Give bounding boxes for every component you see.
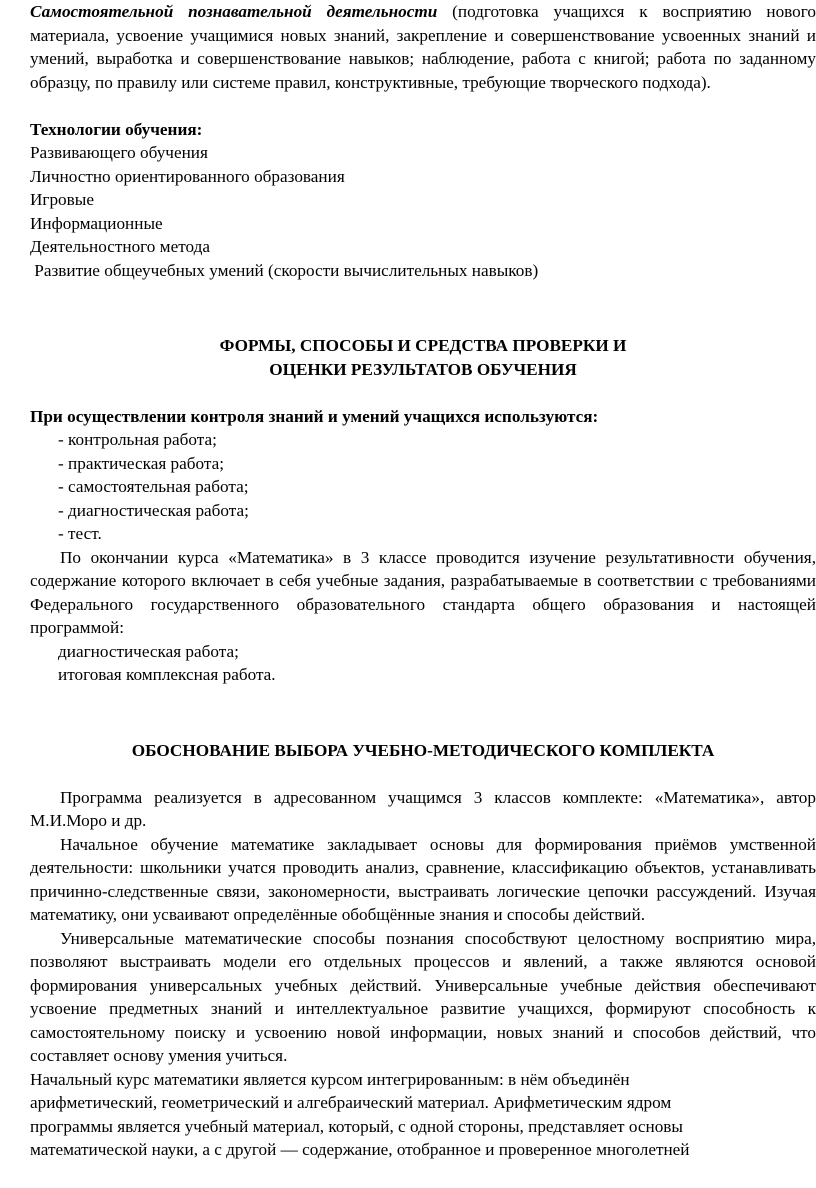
technology-item: Игровые bbox=[30, 190, 94, 209]
list-item: - контрольная работа; bbox=[58, 428, 816, 452]
intro-rest: (подготовка учащихся к восприятию нового материала, усвоение учащимися новых знаний, закрепление и совершенствование усвоенных знаний и умений, выработка и совершенствование навыков; наблюдение, работа с книгой; работа по заданному образцу, по правилу или системе правил, конструктивные, требующие творческого подхода). bbox=[30, 2, 816, 92]
text-line: программы является учебный материал, который, с одной стороны, представляет основы bbox=[30, 1116, 683, 1136]
intro-lead: Самостоятельной познавательной деятельности bbox=[30, 2, 438, 21]
list-item: - диагностическая работа; bbox=[58, 499, 816, 523]
rationale-paragraph-4 bbox=[30, 1068, 816, 1162]
intro-paragraph bbox=[30, 0, 816, 94]
technology-item: Развивающего обучения bbox=[30, 143, 208, 162]
control-methods-list bbox=[30, 428, 816, 546]
works-list bbox=[30, 640, 816, 687]
list-item: - практическая работа; bbox=[58, 452, 816, 476]
forms-title-line1: ФОРМЫ, СПОСОБЫ И СРЕДСТВА ПРОВЕРКИ И bbox=[219, 336, 627, 355]
list-item: итоговая комплексная работа. bbox=[58, 665, 276, 684]
technology-item: Личностно ориентированного образования bbox=[30, 166, 345, 186]
results-paragraph: По окончании курса «Математика» в 3 классе проводится изучение результативности обучения, содержание которого включает в себя учебные задания, разрабатываемые в соответствии с требованиями Федерального государственного образовательного стандарта общего образования и настоящей программой: bbox=[30, 547, 816, 637]
rationale-paragraph-3: Универсальные математические способы познания способствуют целостному восприятию мира, позволяют выстраивать модели его отдельных процессов и явлений, а также являются основой формирования универсальных учебных действий. Универсальные учебные действия обеспечивают усвоение предметных знаний и интеллектуальное развитие учащихся, формируют способность к самостоятельному поиску и усвоению новой информации, новых знаний и способов действий, что составляет основу умения учиться. bbox=[30, 928, 816, 1065]
technology-item: Информационные bbox=[30, 213, 163, 233]
rationale-title: ОБОСНОВАНИЕ ВЫБОРА УЧЕБНО-МЕТОДИЧЕСКОГО КОМПЛЕКТА bbox=[131, 740, 715, 760]
technology-item: Развитие общеучебных умений (скорости вычислительных навыков) bbox=[30, 260, 539, 280]
text-line: математической науки, а с другой — содержание, отобранное и проверенное многолетней bbox=[30, 1140, 690, 1159]
list-item: - самостоятельная работа; bbox=[58, 475, 816, 499]
document-page bbox=[30, 0, 816, 1162]
rationale-paragraph-1: Программа реализуется в адресованном учащимся 3 классов комплекте: «Математика», автор М.И.Моро и др. bbox=[30, 787, 816, 830]
text-line: арифметический, геометрический и алгебраический материал. Арифметическим ядром bbox=[30, 1093, 672, 1112]
technology-item: Деятельностного метода bbox=[30, 237, 210, 256]
list-item: - тест. bbox=[58, 522, 816, 546]
control-subheading: При осуществлении контроля знаний и умений учащихся используются: bbox=[30, 406, 599, 426]
list-item: диагностическая работа; bbox=[58, 641, 239, 661]
technologies-list bbox=[30, 141, 816, 282]
rationale-paragraph-2: Начальное обучение математике закладывает основы для формирования приёмов умственной деятельности: школьники учатся проводить анализ, сравнение, классификацию объектов, устанавливать причинно-следственные связи, закономерности, выстраивать логические цепочки рассуждений. Изучая математику, они усваивают определённые обобщённые знания и способы действий. bbox=[30, 834, 816, 924]
technologies-heading: Технологии обучения: bbox=[30, 119, 203, 139]
text-line: Начальный курс математики является курсом интегрированным: в нём объединён bbox=[30, 1069, 630, 1089]
forms-title-line2: ОЦЕНКИ РЕЗУЛЬТАТОВ ОБУЧЕНИЯ bbox=[269, 359, 577, 379]
